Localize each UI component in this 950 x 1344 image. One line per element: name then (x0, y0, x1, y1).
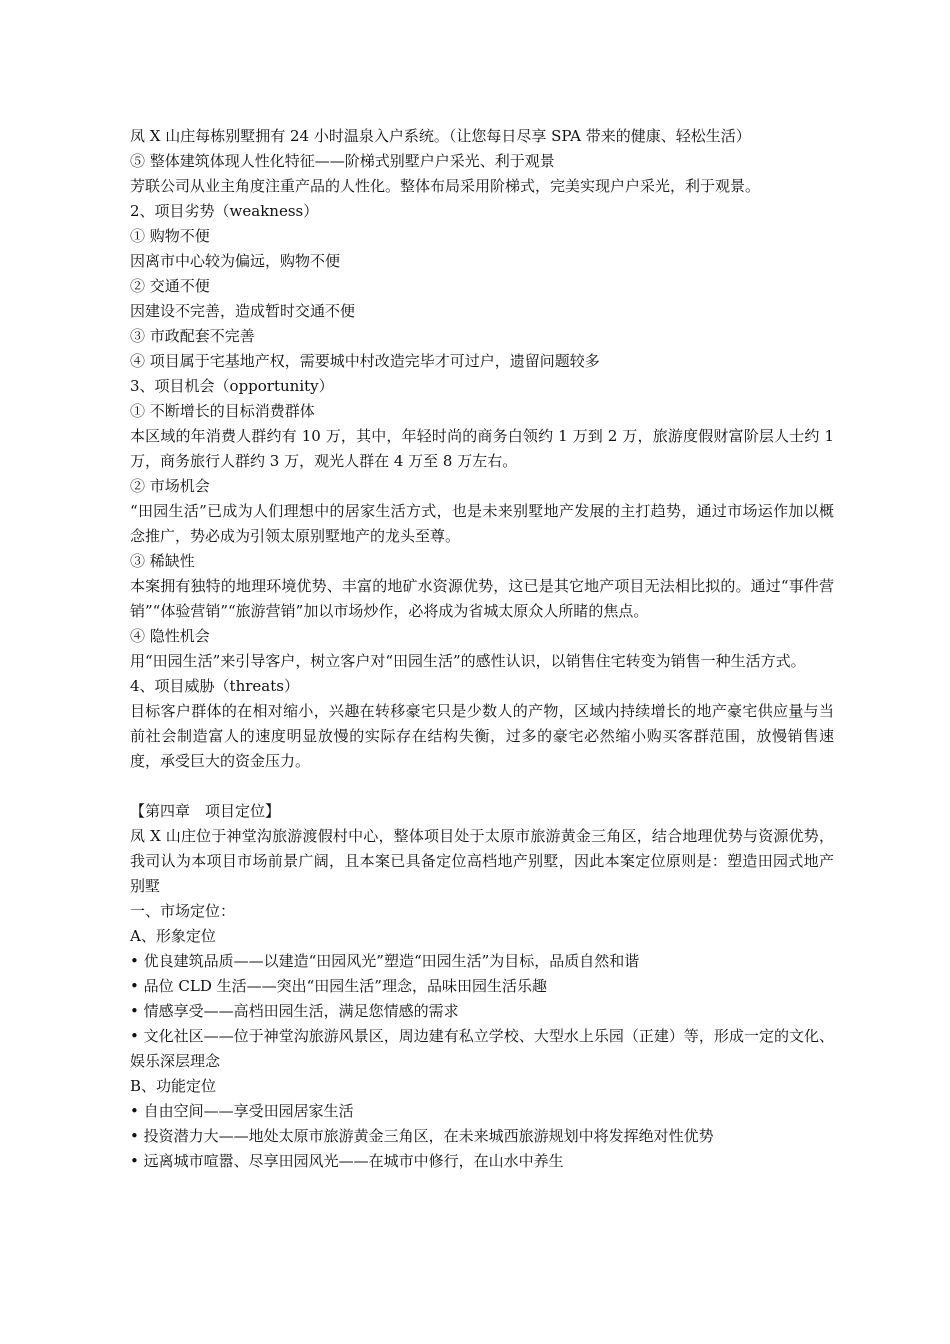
item-shopping: ① 购物不便 (130, 227, 210, 245)
paragraph-hidden-opportunity: 用“田园生活”来引导客户，树立客户对“田园生活”的感性认识，以销售住宅转变为销售一种生活方式。 (130, 652, 806, 670)
bullet-away-from-city: • 远离城市喧嚣、尽享田园风光——在城市中修行，在山水中养生 (130, 1152, 564, 1170)
item-municipal: ③ 市政配套不完善 (130, 327, 255, 345)
item-traffic: ② 交通不便 (130, 277, 210, 295)
paragraph-threats: 目标客户群体的在相对缩小，兴趣在转移豪宅只是少数人的产物，区域内持续增长的地产豪宅供应量与当前社会制造富人的速度明显放慢的实际存在结构失衡，过多的豪宅必然缩小购买客群范围，放慢销售速度，承受巨大的资金压力。 (130, 702, 834, 770)
heading-threats: 4、项目威胁（threats） (130, 677, 299, 695)
item-market-opportunity: ② 市场机会 (130, 477, 210, 495)
chapter-heading: 【第四章 项目定位】 (130, 802, 281, 820)
item-humanized-design: ⑤ 整体建筑体现人性化特征——阶梯式别墅户户采光、利于观景 (130, 152, 555, 170)
blank-line (130, 774, 834, 799)
item-property-right: ④ 项目属于宅基地产权，需要城中村改造完毕才可过户，遗留问题较多 (130, 352, 600, 370)
document-page (130, 124, 834, 1174)
paragraph-positioning: 凤 X 山庄位于神堂沟旅游渡假村中心，整体项目处于太原市旅游黄金三角区，结合地理优势与资源优势，我司认为本项目市场前景广阔，且本案已具备定位高档地产别墅，因此本案定位原则是：塑造田园式地产别墅 (130, 827, 834, 895)
paragraph-scarcity: 本案拥有独特的地理环境优势、丰富的地矿水资源优势，这已是其它地产项目无法相比拟的。通过“事件营销”“体验营销”“旅游营销”加以市场炒作，必将成为省城太原众人所睹的焦点。 (130, 577, 834, 620)
bullet-cultural-community: • 文化社区——位于神堂沟旅游风景区，周边建有私立学校、大型水上乐园（正建）等，形成一定的文化、娱乐深层理念 (130, 1027, 834, 1070)
paragraph-traffic: 因建设不完善，造成暂时交通不便 (130, 302, 356, 320)
item-consumer-group: ① 不断增长的目标消费群体 (130, 402, 315, 420)
item-scarcity: ③ 稀缺性 (130, 552, 195, 570)
paragraph-stepped-layout: 芳联公司从业主角度注重产品的人性化。整体布局采用阶梯式，完美实现户户采光，利于观景。 (130, 177, 761, 195)
heading-weakness: 2、项目劣势（weakness） (130, 202, 319, 220)
item-hidden-opportunity: ④ 隐性机会 (130, 627, 210, 645)
paragraph-hot-spring: 凤 X 山庄每栋别墅拥有 24 小时温泉入户系统。（让您每日尽享 SPA 带来的健康、轻松生活） (130, 127, 751, 145)
heading-market-positioning: 一、市场定位： (130, 902, 236, 920)
heading-opportunity: 3、项目机会（opportunity） (130, 377, 334, 395)
bullet-free-space: • 自由空间——享受田园居家生活 (130, 1102, 354, 1120)
subheading-function-positioning: B、功能定位 (130, 1077, 217, 1095)
bullet-building-quality: • 优良建筑品质——以建造“田园风光”塑造“田园生活”为目标，品质自然和谐 (130, 952, 640, 970)
paragraph-consumer-group: 本区域的年消费人群约有 10 万，其中，年轻时尚的商务白领约 1 万到 2 万，旅游度假财富阶层人士约 1 万，商务旅行人群约 3 万，观光人群在 4 万至 8 万左右。 (130, 427, 834, 470)
bullet-investment: • 投资潜力大——地处太原市旅游黄金三角区，在未来城西旅游规划中将发挥绝对性优势 (130, 1127, 714, 1145)
paragraph-shopping: 因离市中心较为偏远，购物不便 (130, 252, 341, 270)
subheading-image-positioning: A、形象定位 (130, 927, 216, 945)
paragraph-market-opportunity: “田园生活”已成为人们理想中的居家生活方式，也是未来别墅地产发展的主打趋势，通过市场运作加以概念推广，势必成为引领太原别墅地产的龙头至尊。 (130, 502, 834, 545)
bullet-cld-life: • 品位 CLD 生活——突出“田园生活”理念，品味田园生活乐趣 (130, 977, 547, 995)
bullet-emotional: • 情感享受——高档田园生活，满足您情感的需求 (130, 1002, 459, 1020)
